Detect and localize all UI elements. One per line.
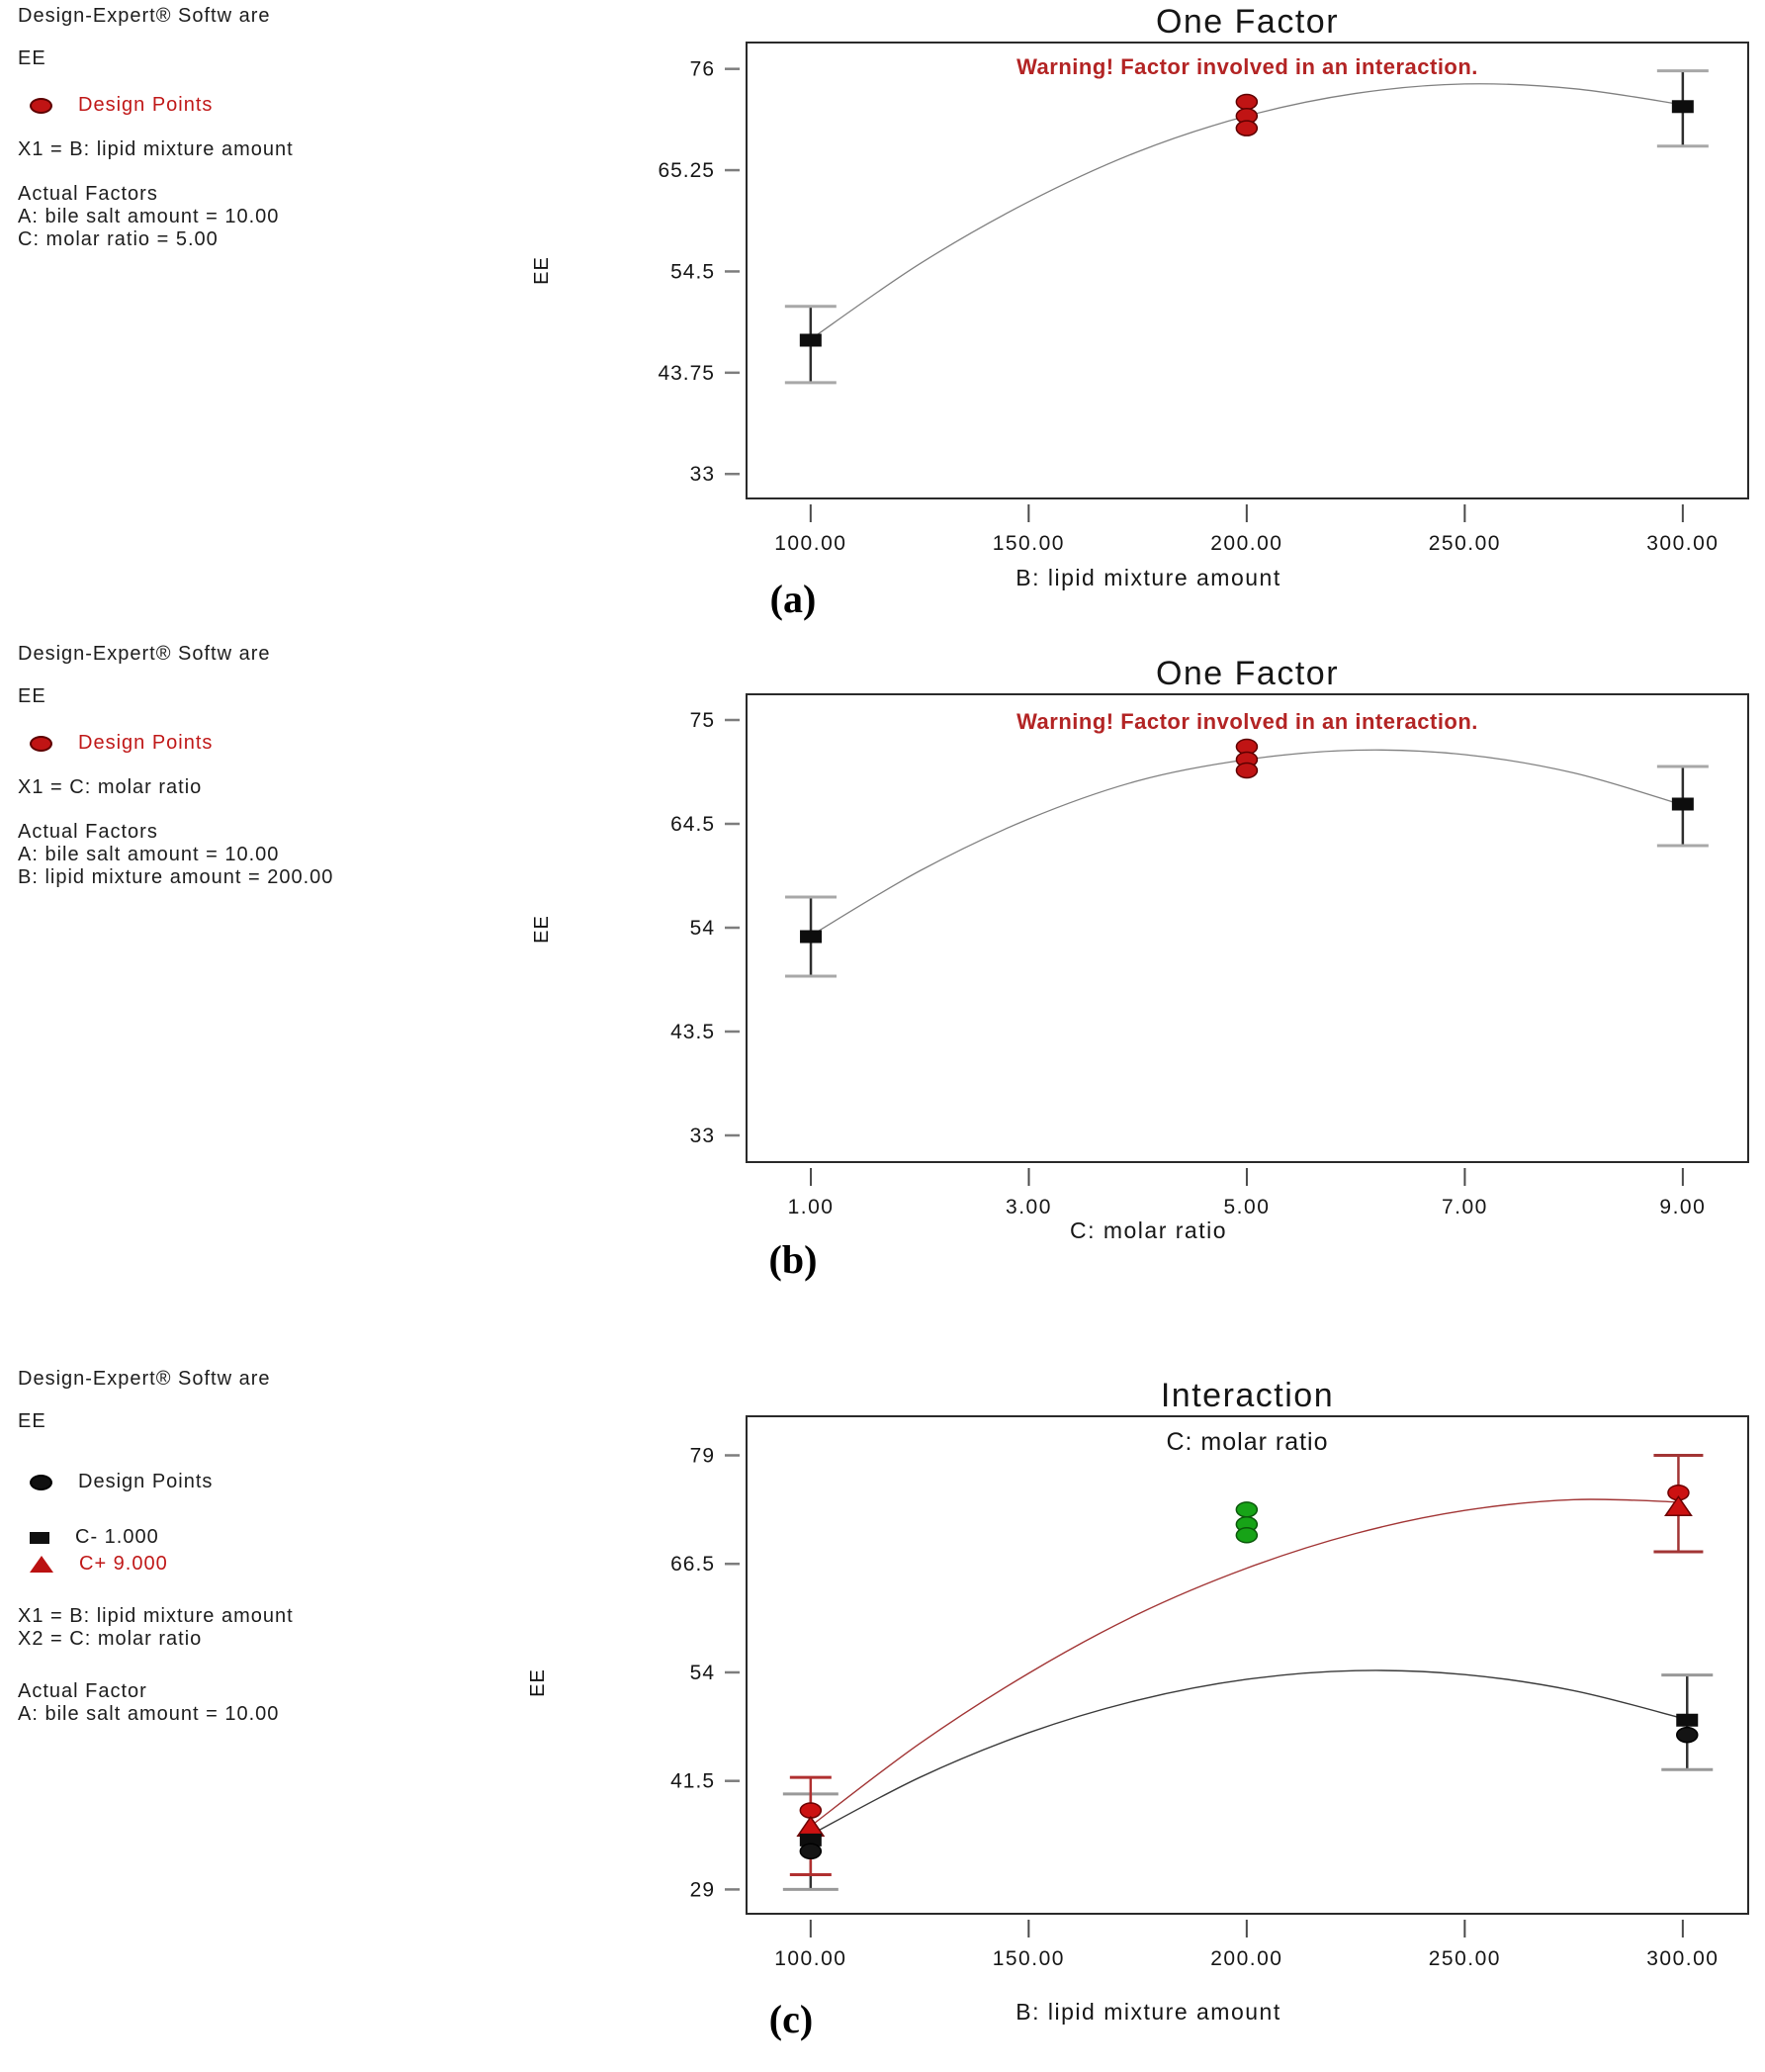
chart-title: Interaction bbox=[1160, 1377, 1335, 1414]
c-minus-icon bbox=[30, 1532, 49, 1544]
software-title: Design-Expert® Softw are bbox=[18, 643, 271, 665]
y-tick-label: 33 bbox=[689, 463, 715, 487]
y-tick-label: 43.5 bbox=[670, 1021, 715, 1043]
x-tick-label: 300.00 bbox=[1646, 532, 1720, 555]
warning-text: Warning! Factor involved in an interaction. bbox=[1016, 709, 1478, 734]
x-tick-label: 1.00 bbox=[787, 1196, 835, 1218]
factor-line: B: lipid mixture amount = 200.00 bbox=[18, 866, 334, 888]
chart-title: One Factor bbox=[1155, 655, 1340, 692]
marker-ellipse bbox=[1236, 121, 1257, 135]
design-point-icon bbox=[30, 736, 52, 752]
c-minus-label: C- 1.000 bbox=[75, 1526, 159, 1548]
c-plus-label: C+ 9.000 bbox=[79, 1553, 168, 1575]
design-point-icon bbox=[30, 1475, 52, 1490]
plot-frame bbox=[747, 1416, 1748, 1914]
panel-label-c: (c) bbox=[768, 1997, 814, 2041]
info-block-a bbox=[18, 5, 532, 251]
warning-text: Warning! Factor involved in an interaction. bbox=[1016, 54, 1478, 79]
y-axis-label-b: EE bbox=[530, 915, 553, 944]
factor-line: A: bile salt amount = 10.00 bbox=[18, 844, 280, 865]
chart-title: One Factor bbox=[1155, 3, 1340, 41]
response-name: EE bbox=[18, 47, 46, 69]
x-tick-label: 9.00 bbox=[1659, 1196, 1707, 1218]
marker-ellipse bbox=[1236, 1528, 1257, 1543]
x-tick-label: 5.00 bbox=[1223, 1196, 1271, 1218]
marker-ellipse bbox=[800, 1844, 821, 1858]
y-tick-label: 29 bbox=[689, 1878, 715, 1902]
design-points-label: Design Points bbox=[78, 732, 214, 754]
marker-square bbox=[800, 931, 822, 944]
x1-assignment: X1 = C: molar ratio bbox=[18, 776, 203, 798]
marker-ellipse bbox=[1236, 1502, 1257, 1517]
marker-square bbox=[1672, 798, 1694, 811]
y-tick-label: 33 bbox=[689, 1125, 715, 1147]
legend-design-points bbox=[18, 732, 532, 755]
response-name: EE bbox=[18, 1410, 46, 1432]
x-tick-label: 100.00 bbox=[774, 532, 847, 555]
y-tick-label: 75 bbox=[689, 709, 715, 732]
y-tick-label: 79 bbox=[689, 1444, 715, 1468]
legend-design-points bbox=[18, 94, 532, 117]
actual-factors-title: Actual Factors bbox=[18, 183, 158, 205]
x-axis-title: B: lipid mixture amount bbox=[1015, 1999, 1281, 2025]
x1-assignment: X1 = B: lipid mixture amount bbox=[18, 138, 294, 160]
y-tick-label: 66.5 bbox=[670, 1553, 715, 1577]
design-points-label: Design Points bbox=[78, 94, 214, 116]
actual-factors-title: Actual Factors bbox=[18, 821, 158, 843]
legend-c-minus bbox=[18, 1526, 532, 1549]
marker-ellipse bbox=[1677, 1728, 1698, 1743]
response-name: EE bbox=[18, 685, 46, 707]
info-block-c bbox=[18, 1368, 532, 1726]
design-points-label: Design Points bbox=[78, 1471, 214, 1492]
factor-line: A: bile salt amount = 10.00 bbox=[18, 1703, 280, 1725]
x-tick-label: 100.00 bbox=[774, 1947, 847, 1970]
x-tick-label: 250.00 bbox=[1428, 532, 1501, 555]
x-tick-label: 7.00 bbox=[1441, 1196, 1488, 1218]
y-tick-label: 43.75 bbox=[658, 361, 715, 385]
marker-ellipse bbox=[1236, 95, 1257, 110]
x-axis-title: C: molar ratio bbox=[1069, 1217, 1228, 1243]
y-tick-label: 54 bbox=[689, 917, 715, 940]
y-tick-label: 76 bbox=[689, 57, 715, 81]
design-point-icon bbox=[30, 98, 52, 114]
marker-square bbox=[800, 333, 822, 346]
marker-square bbox=[1676, 1714, 1698, 1727]
marker-ellipse bbox=[800, 1803, 821, 1818]
panel-label-b: (b) bbox=[768, 1237, 818, 1282]
marker-square bbox=[1672, 100, 1694, 113]
x-tick-label: 3.00 bbox=[1006, 1196, 1052, 1218]
info-block-b bbox=[18, 643, 532, 889]
x-tick-label: 250.00 bbox=[1428, 1947, 1501, 1970]
software-title: Design-Expert® Softw are bbox=[18, 1368, 271, 1390]
y-tick-label: 64.5 bbox=[670, 813, 715, 836]
software-title: Design-Expert® Softw are bbox=[18, 5, 271, 27]
y-tick-label: 65.25 bbox=[658, 159, 715, 183]
x-tick-label: 300.00 bbox=[1646, 1947, 1720, 1970]
x-tick-label: 150.00 bbox=[992, 532, 1065, 555]
legend-c-plus bbox=[18, 1553, 532, 1576]
marker-ellipse bbox=[1236, 764, 1257, 778]
c-plus-icon bbox=[30, 1556, 53, 1573]
factor-line: A: bile salt amount = 10.00 bbox=[18, 206, 280, 227]
panel-label-a: (a) bbox=[769, 577, 817, 621]
x2-assignment: X2 = C: molar ratio bbox=[18, 1628, 203, 1650]
actual-factors-title: Actual Factor bbox=[18, 1680, 147, 1702]
y-axis-label-c: EE bbox=[526, 1668, 549, 1697]
x-tick-label: 200.00 bbox=[1210, 1947, 1283, 1970]
y-tick-label: 41.5 bbox=[670, 1769, 715, 1793]
legend-design-points bbox=[18, 1471, 532, 1493]
y-tick-label: 54.5 bbox=[670, 260, 715, 284]
y-axis-label-a: EE bbox=[530, 256, 553, 285]
factor-line: C: molar ratio = 5.00 bbox=[18, 228, 219, 250]
x-tick-label: 200.00 bbox=[1210, 532, 1283, 555]
x-axis-title: B: lipid mixture amount bbox=[1015, 565, 1281, 590]
y-tick-label: 54 bbox=[689, 1661, 715, 1684]
x-tick-label: 150.00 bbox=[992, 1947, 1065, 1970]
chart-subtitle: C: molar ratio bbox=[1166, 1428, 1329, 1456]
x1-assignment: X1 = B: lipid mixture amount bbox=[18, 1605, 294, 1627]
